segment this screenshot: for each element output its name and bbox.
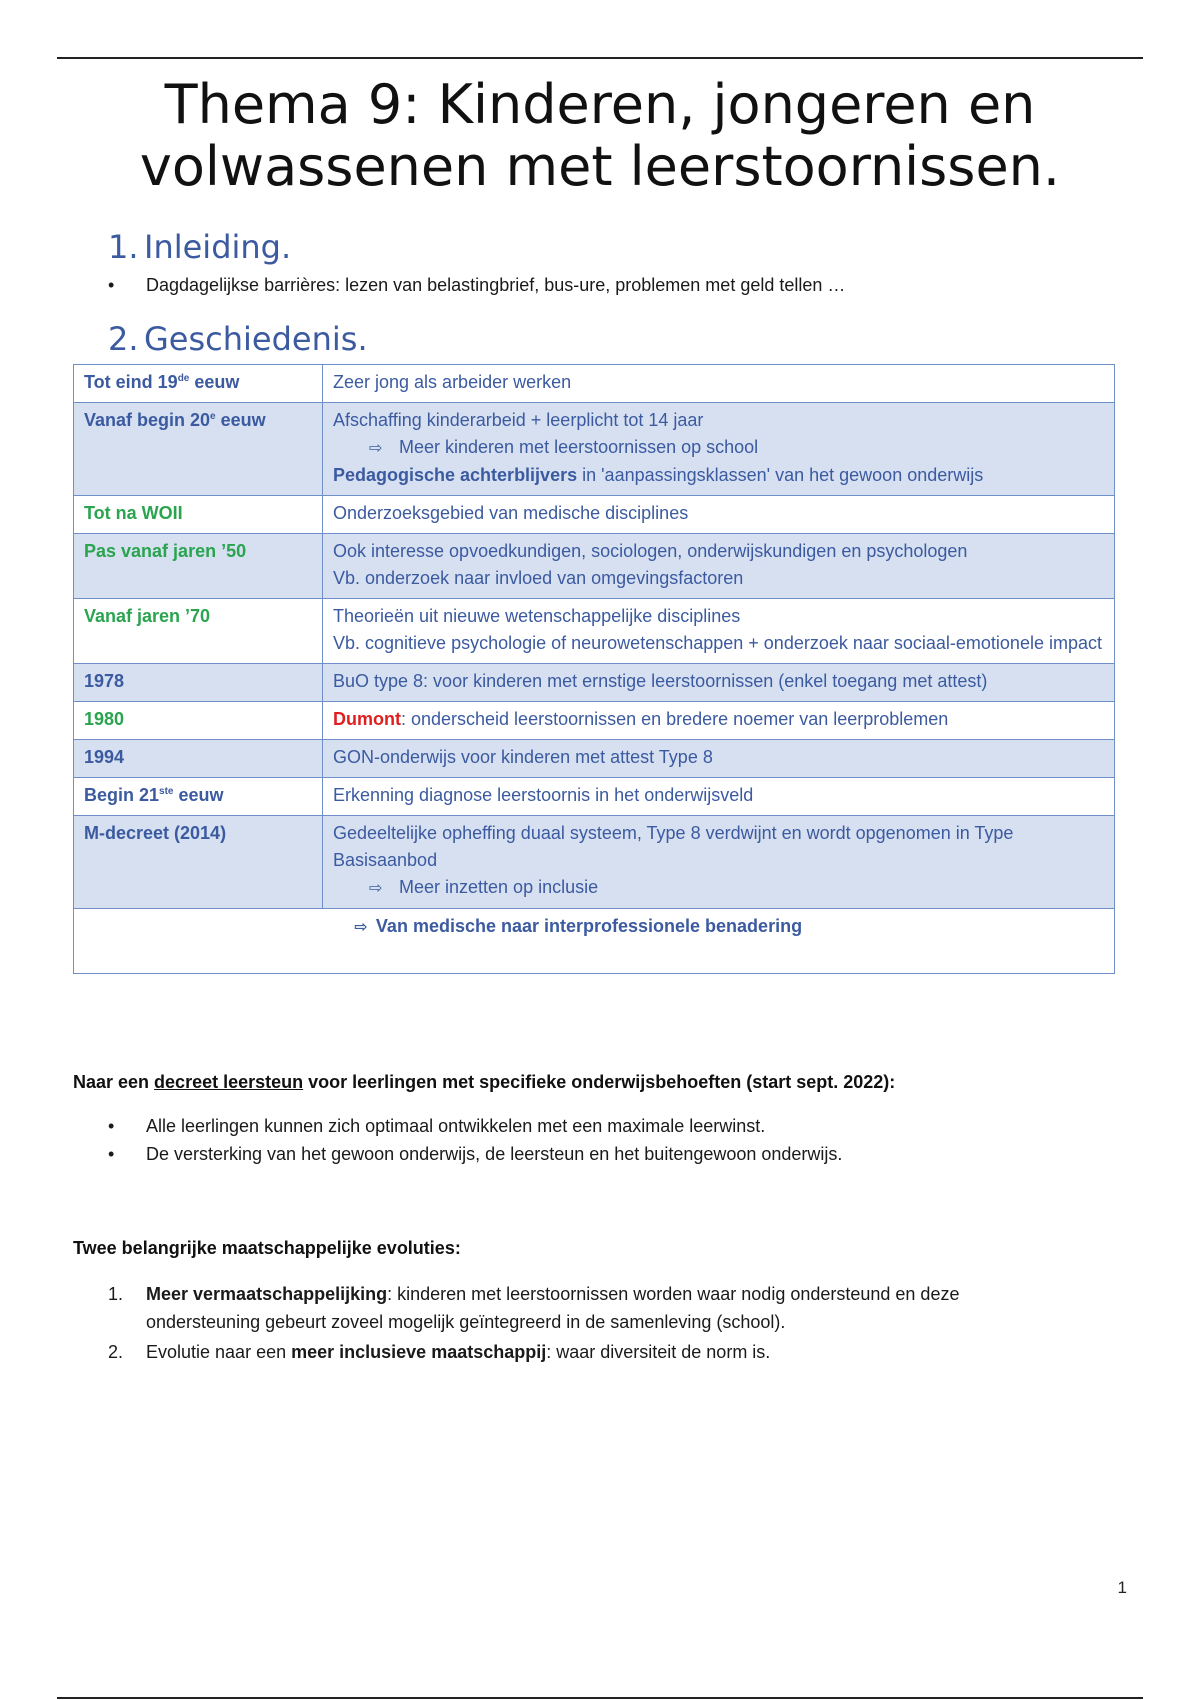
evoluties-list [108, 1280, 1068, 1368]
arrow-right-icon: ⇨ [369, 440, 383, 457]
description-cell: GON-onderwijs voor kinderen met attest Type 8 [323, 740, 1115, 778]
table-row [74, 496, 1115, 534]
period-cell: Tot eind 19de eeuw [74, 365, 323, 403]
period-cell: Begin 21ste eeuw [74, 778, 323, 816]
table-row [74, 365, 1115, 403]
evoluties-heading: Twee belangrijke maatschappelijke evoluties: [73, 1238, 461, 1258]
arrow-right-icon: ⇨ [369, 880, 383, 897]
table-row [74, 702, 1115, 740]
table-row [74, 599, 1115, 664]
period-cell: 1978 [74, 664, 323, 702]
decreet-heading: Naar een decreet leersteun voor leerlingen met specifieke onderwijsbehoeften (start sept. 2022): [73, 1072, 896, 1092]
summary-text: Van medische naar interprofessionele benadering [375, 916, 803, 936]
list-item: 2. Evolutie naar een meer inclusieve maatschappij: waar diversiteit de norm is. [108, 1342, 771, 1362]
section-heading-inleiding [108, 228, 291, 266]
table-row [74, 778, 1115, 816]
table-row [74, 403, 1115, 496]
list-item: • Dagdagelijkse barrières: lezen van belastingbrief, bus-ure, problemen met geld tellen … [108, 271, 845, 299]
table-row [74, 816, 1115, 909]
period-cell: 1994 [74, 740, 323, 778]
section-number: 1. [108, 228, 139, 266]
period-cell: Vanaf jaren ’70 [74, 599, 323, 664]
section-number: 2. [108, 320, 139, 358]
decreet-bullet-list [108, 1112, 842, 1168]
page-title: Thema 9: Kinderen, jongeren en volwassenen met leerstoornissen. [139, 73, 1061, 198]
summary-cell [74, 909, 1115, 974]
list-item: 1. Meer vermaatschappelijking: kinderen met leerstoornissen worden waar nodig ondersteund en deze ondersteuning gebeurt zoveel mogelijk geïntegreerd in de samenleving (school). [108, 1284, 960, 1332]
description-cell: Dumont: onderscheid leerstoornissen en bredere noemer van leerproblemen [323, 702, 1115, 740]
table-row [74, 909, 1115, 974]
list-item: • De versterking van het gewoon onderwijs, de leersteun en het buitengewoon onderwijs. [108, 1140, 842, 1168]
list-item: • Alle leerlingen kunnen zich optimaal ontwikkelen met een maximale leerwinst. [108, 1112, 842, 1140]
page-number: 1 [1117, 1578, 1127, 1597]
description-cell: Onderzoeksgebied van medische disciplines [323, 496, 1115, 534]
highlighted-name: Dumont [333, 709, 401, 729]
description-cell: Zeer jong als arbeider werken [323, 365, 1115, 403]
bottom-rule [57, 1697, 1143, 1699]
table-row [74, 740, 1115, 778]
period-cell: 1980 [74, 702, 323, 740]
period-cell: Tot na WOII [74, 496, 323, 534]
period-cell: Vanaf begin 20e eeuw [74, 403, 323, 496]
table-row [74, 534, 1115, 599]
period-cell: M-decreet (2014) [74, 816, 323, 909]
intro-bullet-list [108, 271, 845, 299]
history-table [73, 364, 1115, 974]
period-cell: Pas vanaf jaren ’50 [74, 534, 323, 599]
description-cell: Afschaffing kinderarbeid + leerplicht tot 14 jaar ⇨ Meer kinderen met leerstoornissen op school Pedagogische achterblijvers in 'aanpassingsklassen' van het gewoon onderwijs [323, 403, 1115, 496]
description-cell: BuO type 8: voor kinderen met ernstige leerstoornissen (enkel toegang met attest) [323, 664, 1115, 702]
section-title: Geschiedenis. [144, 320, 368, 358]
description-cell: Theorieën uit nieuwe wetenschappelijke disciplines Vb. cognitieve psychologie of neurowetenschappen + onderzoek naar sociaal-emotionele impact [323, 599, 1115, 664]
table-row [74, 664, 1115, 702]
section-heading-geschiedenis [108, 320, 368, 358]
top-rule [57, 57, 1143, 59]
description-cell: Gedeeltelijke opheffing duaal systeem, Type 8 verdwijnt en wordt opgenomen in Type Basisaanbod ⇨ Meer inzetten op inclusie [323, 816, 1115, 909]
description-cell: Ook interesse opvoedkundigen, sociologen, onderwijskundigen en psychologen Vb. onderzoek naar invloed van omgevingsfactoren [323, 534, 1115, 599]
description-cell: Erkenning diagnose leerstoornis in het onderwijsveld [323, 778, 1115, 816]
section-title: Inleiding. [144, 228, 292, 266]
arrow-right-icon: ⇨ [354, 919, 368, 936]
